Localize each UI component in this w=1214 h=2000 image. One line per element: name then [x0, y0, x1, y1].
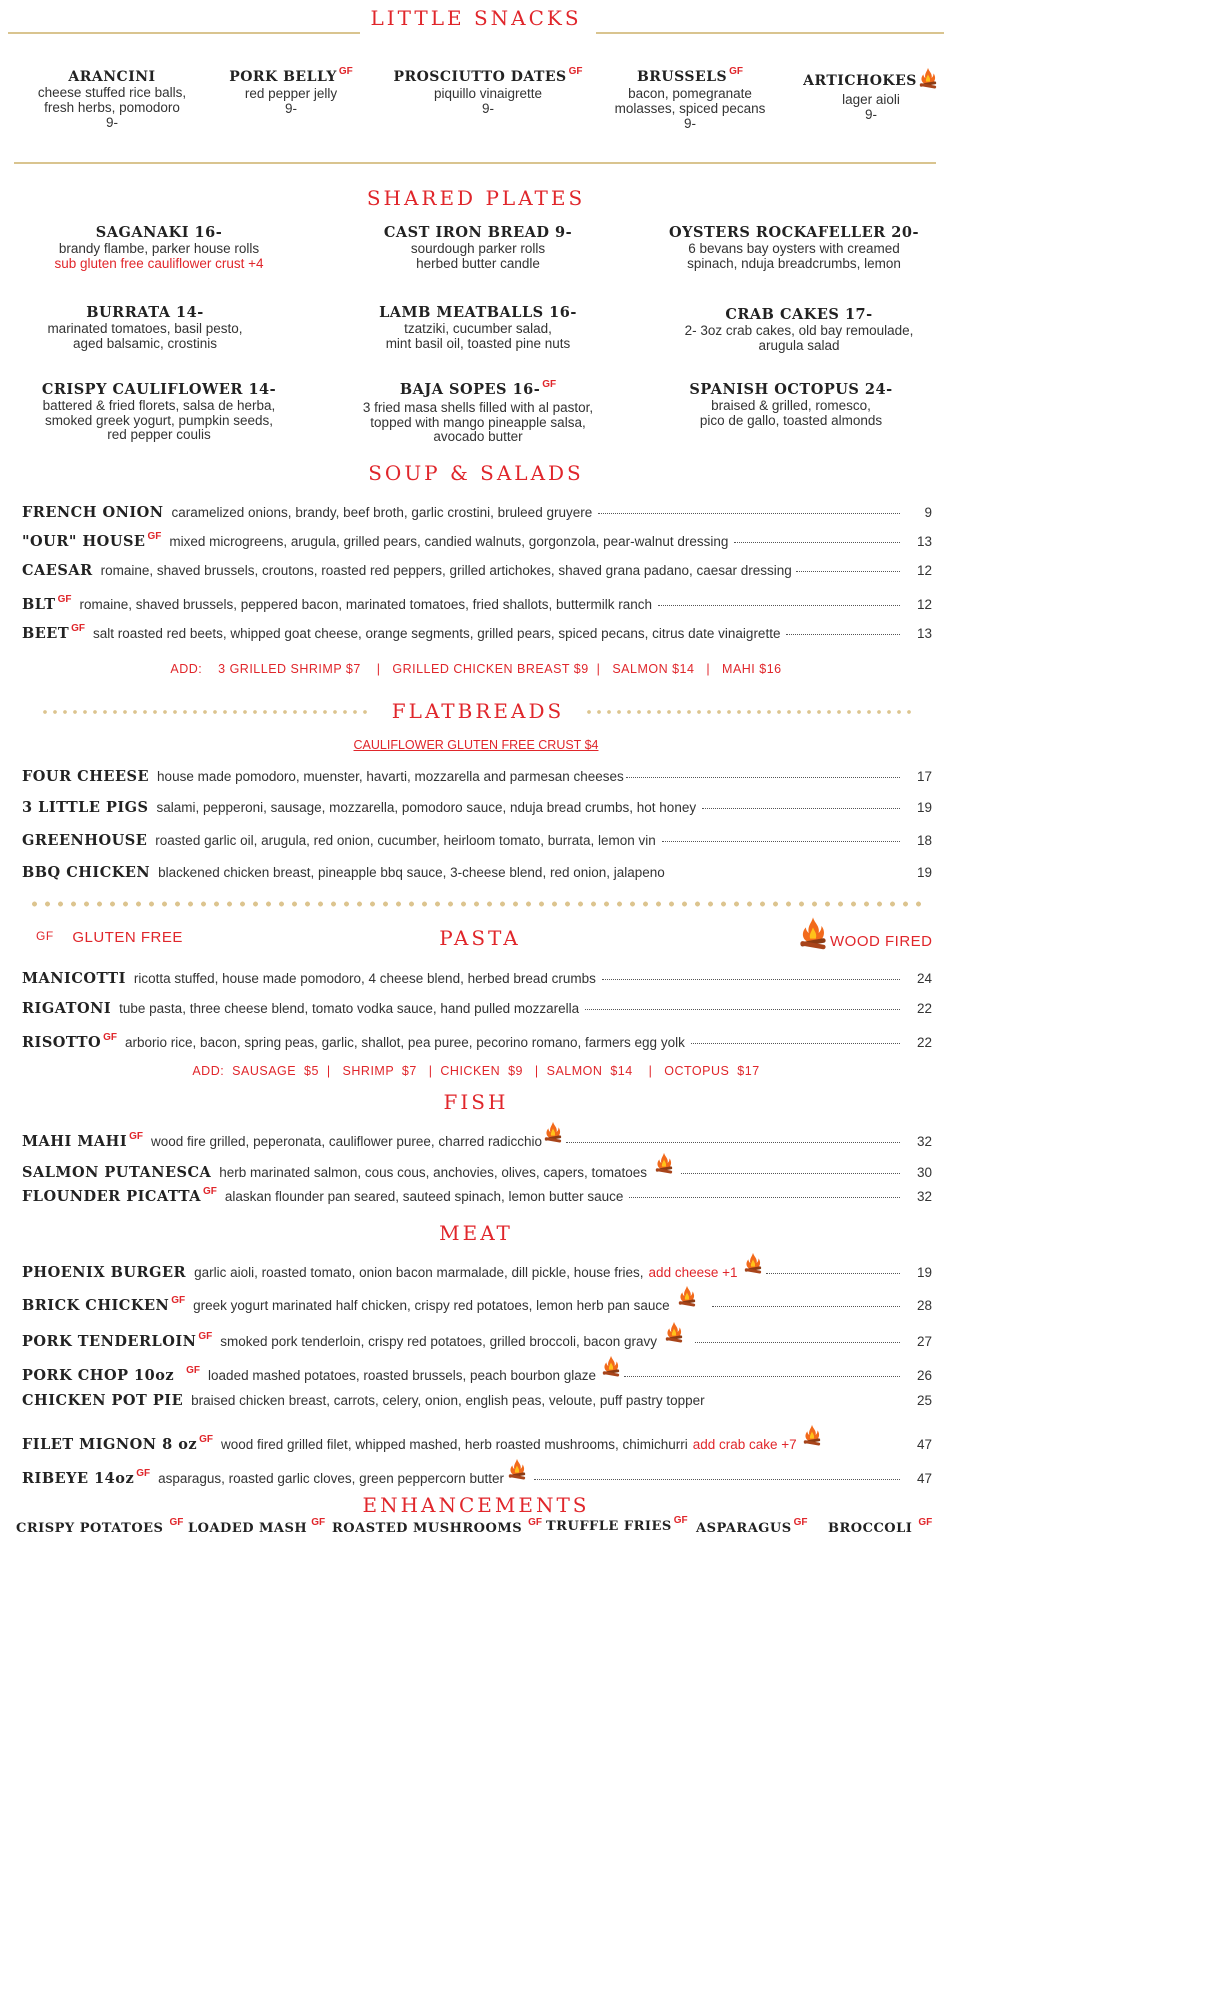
item-price: 19 — [916, 865, 932, 880]
dot-leader — [602, 978, 900, 980]
menu-item — [596, 66, 784, 131]
section-title-shared-plates: SHARED PLATES — [366, 186, 586, 210]
menu-item — [20, 304, 270, 351]
item-price: 19 — [916, 1265, 932, 1280]
item-name: LAMB MEATBALLS 16- — [379, 304, 577, 321]
item-description: aged balsamic, crostinis — [72, 335, 218, 351]
section-title-flatbreads: FLATBREADS — [391, 699, 565, 723]
item-name: PORK CHOP 10oz $^{GF}$ — [22, 1365, 201, 1384]
item-description: molasses, spiced pecans — [614, 101, 766, 116]
item-name: ARANCINI — [68, 69, 156, 85]
gluten-free-tag: GF — [57, 594, 72, 605]
menu-row — [22, 1427, 932, 1453]
gluten-free-tag: GF — [311, 1517, 326, 1528]
dot-leader — [566, 1141, 900, 1143]
menu-row — [22, 832, 932, 854]
item-description: alaskan flounder pan seared, sauteed spinach, lemon butter sauce — [224, 1189, 624, 1204]
dot-leader — [829, 1445, 900, 1446]
item-description: avocado butter — [433, 429, 523, 444]
enhancement-item: LOADED MASH $^{GF}$ — [188, 1517, 326, 1536]
enhancement-item: TRUFFLE FRIES $^{GF}$ — [546, 1515, 688, 1534]
campfire-icon — [663, 1321, 685, 1343]
item-name: CAESAR — [22, 562, 93, 579]
item-name: FILET MIGNON 8 oz $^{GF}$ — [22, 1434, 213, 1453]
campfire-icon — [600, 1355, 622, 1377]
enhancement-item: BROCCOLI $^{GF}$ — [828, 1517, 933, 1536]
item-description: piquillo vinaigrette — [433, 86, 543, 101]
item-description: fresh herbs, pomodoro — [44, 100, 180, 115]
item-name: RISOTTO $^{GF}$ — [22, 1032, 118, 1051]
item-name: CHICKEN POT PIE — [22, 1392, 184, 1409]
menu-item — [796, 70, 946, 122]
item-description: smoked pork tenderloin, crispy red potatoes, grilled broccoli, bacon gravy — [220, 1334, 657, 1349]
campfire-icon — [676, 1285, 698, 1307]
menu-item — [20, 381, 298, 443]
wood-fired-legend: WOOD FIRED — [796, 920, 933, 954]
gluten-free-tag: GF — [186, 1365, 201, 1376]
menu-row — [22, 533, 932, 555]
dot-leader — [662, 840, 900, 842]
item-description: lager aioli — [842, 92, 900, 107]
divider-line — [8, 32, 360, 34]
gluten-free-tag: GF — [147, 531, 162, 542]
item-price: 9- — [284, 101, 297, 116]
menu-row — [22, 1461, 932, 1487]
item-description: romaine, shaved brussels, peppered bacon, marinated tomatoes, fried shallots, buttermilk ranch — [79, 597, 653, 612]
dot-leader — [712, 1305, 900, 1307]
item-name: PORK BELLY $^{GF}$ — [229, 66, 353, 85]
gluten-free-tag: GF — [129, 1131, 144, 1142]
gluten-free-tag: GF — [568, 66, 583, 77]
item-name: SAGANAKI 16- — [95, 224, 223, 241]
add-ons: ADD: SAUSAGE $5 | SHRIMP $7 | CHICKEN $9 | SALMON $14 | OCTOPUS $17 — [192, 1064, 760, 1078]
enhancement-item: ROASTED MUSHROOMS $^{GF}$ — [332, 1517, 543, 1536]
section-title-little-snacks: LITTLE SNACKS — [370, 6, 582, 30]
dot-leader — [585, 1008, 900, 1010]
item-price: 26 — [916, 1368, 932, 1383]
section-title-enhancements: ENHANCEMENTS — [362, 1493, 590, 1517]
item-name: ARTICHOKES — [796, 70, 946, 92]
item-description: mixed microgreens, arugula, grilled pears, candied walnuts, gorgonzola, pear-walnut dressing — [169, 534, 729, 549]
item-name: CAST IRON BREAD 9- — [383, 224, 573, 241]
item-price: 22 — [916, 1001, 932, 1016]
item-price: 25 — [916, 1393, 932, 1408]
gluten-free-tag: GF — [36, 929, 54, 943]
gluten-free-tag: GF — [136, 1468, 151, 1479]
item-name: BLT $^{GF}$ — [22, 594, 72, 613]
gluten-free-tag: GF — [198, 1331, 213, 1342]
menu-row — [22, 1034, 932, 1056]
menu-item — [660, 381, 922, 428]
item-name: PORK TENDERLOIN $^{GF}$ — [22, 1331, 213, 1350]
item-description: blackened chicken breast, pineapple bbq sauce, 3-cheese blend, red onion, jalapeno — [158, 865, 665, 880]
item-description: marinated tomatoes, basil pesto, — [47, 321, 243, 336]
item-price: 17 — [916, 769, 932, 784]
menu-row — [22, 1124, 932, 1150]
section-title-soup-salads: SOUP & SALADS — [368, 461, 584, 485]
item-description: brandy flambe, parker house rolls — [58, 241, 260, 256]
gluten-free-tag: GF — [528, 1517, 543, 1528]
add-ons: ADD: 3 GRILLED SHRIMP $7 | GRILLED CHICKEN BREAST $9 | SALMON $14 | MAHI $16 — [170, 662, 782, 676]
gluten-free-tag: GF — [918, 1517, 933, 1528]
item-description: loaded mashed potatoes, roasted brussels, peach bourbon glaze — [208, 1368, 597, 1383]
item-name: BURRATA 14- — [86, 304, 204, 321]
menu-row — [22, 596, 932, 618]
dot-leader — [598, 512, 900, 514]
menu-item — [212, 66, 370, 116]
item-description: herb marinated salmon, cous cous, anchovies, olives, capers, tomatoes — [219, 1165, 647, 1180]
item-description: arborio rice, bacon, spring peas, garlic, shallot, pea puree, pecorino romano, farmers egg yolk — [125, 1035, 685, 1050]
item-name: BRICK CHICKEN $^{GF}$ — [22, 1295, 186, 1314]
dot-leader — [681, 1172, 900, 1174]
item-description: arugula salad — [758, 337, 840, 353]
item-description: battered & fried florets, salsa de herba, — [42, 398, 276, 413]
item-price: 22 — [916, 1035, 932, 1050]
item-description: greek yogurt marinated half chicken, crispy red potatoes, lemon herb pan sauce — [193, 1298, 670, 1313]
item-description: herbed butter candle — [416, 255, 540, 271]
campfire-icon — [653, 1152, 675, 1174]
menu-item — [654, 306, 944, 353]
item-name: MAHI MAHI $^{GF}$ — [22, 1131, 144, 1150]
gluten-free-tag: GF — [793, 1517, 808, 1528]
item-description: romaine, shaved brussels, croutons, roasted red peppers, grilled artichokes, shaved grana padano, caesar dressing — [100, 563, 792, 578]
item-price: 9- — [105, 115, 118, 130]
menu-row — [22, 1288, 932, 1314]
item-name: FLOUNDER PICATTA $^{GF}$ — [22, 1186, 217, 1205]
dot-leader — [534, 1478, 900, 1480]
menu-item — [330, 381, 626, 445]
gluten-free-crust-note: CAULIFLOWER GLUTEN FREE CRUST $4 — [353, 738, 599, 752]
item-price: 32 — [916, 1189, 932, 1204]
item-description: smoked greek yogurt, pumpkin seeds, — [44, 412, 274, 428]
item-price: 47 — [916, 1471, 932, 1486]
item-description: salami, pepperoni, sausage, mozzarella, pomodoro sauce, nduja bread crumbs, hot honey — [156, 800, 697, 815]
dot-leader — [629, 1196, 900, 1198]
item-price: 19 — [916, 800, 932, 815]
item-description: house made pomodoro, muenster, havarti, mozzarella and parmesan cheeses — [157, 769, 624, 784]
item-description: braised & grilled, romesco, — [711, 398, 871, 413]
item-price: 32 — [916, 1134, 932, 1149]
gluten-free-tag: GF — [199, 1434, 213, 1445]
campfire-icon — [542, 1121, 564, 1143]
menu-row — [22, 799, 932, 821]
item-price: 18 — [916, 833, 932, 848]
menu-item — [384, 66, 592, 116]
divider-line — [596, 32, 944, 34]
enhancement-item: CRISPY POTATOES $^{GF}$ — [16, 1517, 184, 1536]
menu-item — [340, 304, 616, 351]
dot-leader — [796, 570, 900, 572]
item-name: SPANISH OCTOPUS 24- — [689, 381, 893, 398]
menu-item — [654, 224, 934, 271]
gluten-free-tag: GF — [171, 1295, 186, 1306]
item-price: 28 — [916, 1298, 932, 1313]
menu-row — [22, 1324, 932, 1350]
item-description: wood fired grilled filet, whipped mashed, herb roasted mushrooms, chimichurri — [221, 1437, 688, 1452]
item-name: GREENHOUSE — [22, 832, 148, 849]
item-description: wood fire grilled, peperonata, cauliflower puree, charred radicchio — [151, 1134, 542, 1149]
section-title-meat: MEAT — [439, 1221, 513, 1245]
campfire-icon — [506, 1458, 528, 1480]
menu-row — [22, 504, 932, 526]
campfire-icon — [742, 1252, 764, 1274]
gluten-free-tag: GF — [169, 1517, 184, 1528]
menu-item — [22, 70, 202, 130]
menu-item — [340, 224, 616, 271]
dot-leader — [711, 1401, 900, 1402]
item-description: red pepper coulis — [107, 427, 211, 442]
item-name: CRAB CAKES 17- — [725, 306, 873, 323]
item-price: 13 — [916, 534, 932, 549]
item-description: roasted garlic oil, arugula, red onion, cucumber, heirloom tomato, burrata, lemon vin — [155, 833, 656, 848]
dotted-divider — [40, 709, 370, 715]
item-description: tube pasta, three cheese blend, tomato vodka sauce, hand pulled mozzarella — [119, 1001, 580, 1016]
item-description: 3 fried masa shells filled with al pastor, — [362, 400, 594, 415]
gluten-free-tag: GF — [71, 623, 86, 634]
divider-line — [14, 162, 936, 164]
item-description: bacon, pomegranate — [628, 86, 752, 101]
item-price: 30 — [916, 1165, 932, 1180]
gluten-free-tag: GF — [202, 1186, 217, 1197]
gluten-free-tag: GF — [542, 379, 557, 390]
campfire-icon — [801, 1424, 823, 1446]
item-description: cheese stuffed rice balls, — [37, 85, 187, 100]
item-price: 24 — [916, 971, 932, 986]
gluten-free-tag: GF — [103, 1032, 118, 1043]
item-description: red pepper jelly — [244, 86, 338, 101]
item-description: 2- 3oz crab cakes, old bay remoulade, — [684, 323, 914, 338]
item-name: BAJA SOPES 16- $^{GF}$ — [399, 379, 557, 398]
item-description: asparagus, roasted garlic cloves, green peppercorn butter — [158, 1471, 505, 1486]
item-name: RIGATONI — [22, 1000, 112, 1017]
section-title-fish: FISH — [443, 1090, 509, 1114]
item-name: 3 LITTLE PIGS — [22, 799, 149, 816]
item-price: 9 — [924, 505, 932, 520]
item-price: 13 — [916, 626, 932, 641]
menu-row — [22, 970, 932, 992]
dotted-divider — [584, 709, 912, 715]
dot-leader — [671, 873, 900, 874]
dot-leader — [786, 633, 900, 635]
gluten-free-tag: GF — [729, 66, 744, 77]
item-description: topped with mango pineapple salsa, — [370, 414, 586, 430]
gluten-free-tag: GF — [338, 66, 353, 77]
item-addon: add crab cake +7 — [692, 1437, 797, 1452]
item-name: BBQ CHICKEN — [22, 864, 151, 881]
item-name: BEET $^{GF}$ — [22, 623, 86, 642]
item-description: braised chicken breast, carrots, celery, onion, english peas, veloute, puff pastry topper — [191, 1393, 705, 1408]
dot-leader — [734, 541, 900, 543]
menu-row — [22, 1392, 932, 1414]
menu-row — [22, 1000, 932, 1022]
item-note: sub gluten free cauliflower crust +4 — [54, 255, 264, 271]
menu-row — [22, 562, 932, 584]
campfire-icon — [917, 67, 939, 89]
item-addon: add cheese +1 — [648, 1265, 738, 1280]
item-price: 12 — [916, 563, 932, 578]
dot-leader — [695, 1341, 900, 1343]
item-name: OYSTERS ROCKAFELLER 20- — [669, 224, 919, 241]
item-name: PROSCIUTTO DATES $^{GF}$ — [393, 66, 583, 85]
item-name: FOUR CHEESE — [22, 768, 150, 785]
dot-leader — [626, 776, 900, 778]
item-price: 47 — [916, 1437, 932, 1452]
menu-row — [22, 1188, 932, 1210]
item-price: 9- — [481, 101, 494, 116]
item-description: caramelized onions, brandy, beef broth, garlic crostini, bruleed gruyere — [171, 505, 593, 520]
item-name: BRUSSELS $^{GF}$ — [636, 66, 744, 85]
menu-row — [22, 768, 932, 790]
item-name: RIBEYE 14oz $^{GF}$ — [22, 1468, 151, 1487]
item-price: 9- — [864, 107, 877, 122]
item-price: 9- — [683, 116, 696, 131]
item-name: CRISPY CAULIFLOWER 14- — [41, 381, 277, 398]
dot-leader — [624, 1375, 900, 1377]
campfire-icon — [796, 916, 830, 950]
dot-leader — [658, 604, 900, 606]
menu-row — [22, 1255, 932, 1281]
item-description: mint basil oil, toasted pine nuts — [385, 335, 571, 351]
item-description: garlic aioli, roasted tomato, onion bacon marmalade, dill pickle, house fries, — [194, 1265, 644, 1280]
item-name: PHOENIX BURGER — [22, 1264, 187, 1281]
item-name: SALMON PUTANESCA — [22, 1164, 212, 1181]
menu-item — [20, 224, 298, 271]
item-description: 6 bevans bay oysters with creamed — [688, 241, 900, 256]
menu-row — [22, 625, 932, 647]
section-title-pasta: PASTA — [439, 926, 521, 950]
item-name: "OUR" HOUSE $^{GF}$ — [22, 531, 162, 550]
item-description: tzatziki, cucumber salad, — [404, 321, 552, 336]
menu-row — [22, 1358, 932, 1384]
item-name: FRENCH ONION — [22, 504, 164, 521]
item-description: pico de gallo, toasted almonds — [699, 412, 883, 428]
dot-leader — [766, 1272, 901, 1274]
dot-leader — [691, 1042, 900, 1044]
gluten-free-legend: GF GLUTEN FREE — [36, 929, 183, 946]
item-description: salt roasted red beets, whipped goat cheese, orange segments, grilled pears, spiced pecans, citrus date vinaigrette — [93, 626, 781, 641]
item-price: 12 — [916, 597, 932, 612]
menu-row — [22, 1155, 932, 1181]
item-description: sourdough parker rolls — [410, 241, 546, 256]
item-description: ricotta stuffed, house made pomodoro, 4 cheese blend, herbed bread crumbs — [133, 971, 596, 986]
gluten-free-tag: GF — [673, 1515, 688, 1526]
menu-row — [22, 864, 932, 886]
dot-leader — [702, 807, 900, 809]
item-name: MANICOTTI — [22, 970, 126, 987]
item-price: 27 — [916, 1334, 932, 1349]
enhancement-item: ASPARAGUS $^{GF}$ — [696, 1517, 808, 1536]
dotted-divider — [28, 901, 924, 907]
item-description: spinach, nduja breadcrumbs, lemon — [687, 255, 901, 271]
